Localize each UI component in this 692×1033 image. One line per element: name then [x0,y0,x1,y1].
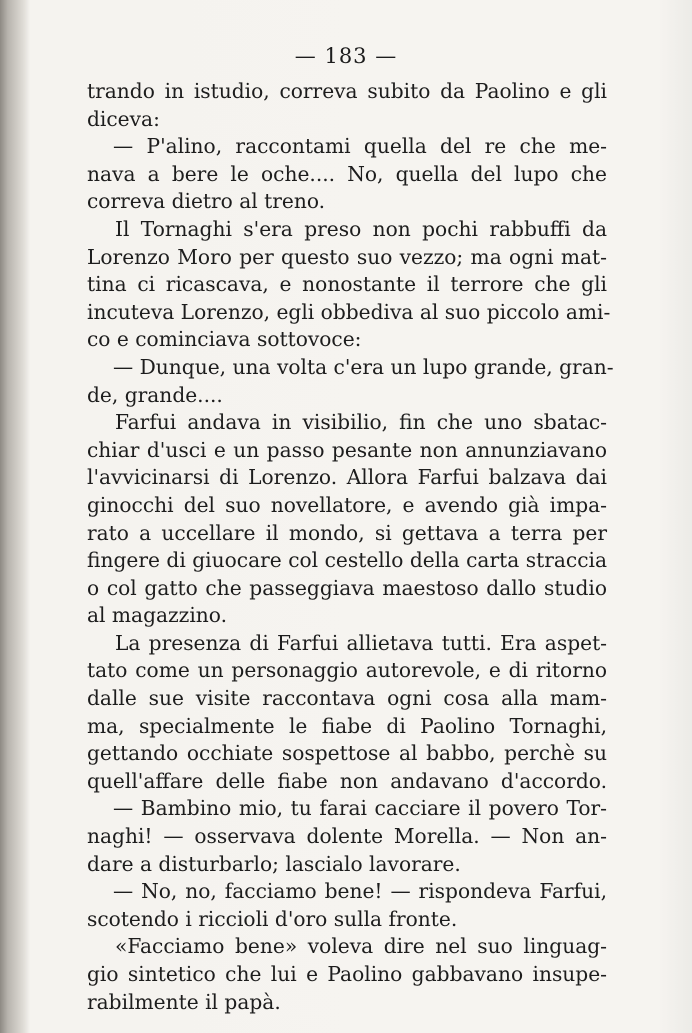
text-line: rato a uccellare il mondo, si gettava a terra per [87,520,607,545]
book-spine-shadow [0,0,30,1033]
text-line: rabilmente il papà. [87,989,281,1014]
text-line: ginocchi del suo novellatore, e avendo già impa- [87,492,607,517]
text-line: trando in istudio, correva subito da Paolino e gli [87,79,607,103]
text-line: chiar d'usci e un passo pesante non annunziavano [87,437,607,462]
body-text [87,78,614,1016]
page-number: — 183 — [294,44,398,68]
text-line: gio sintetico che lui e Paolino gabbavano insupe- [87,962,607,986]
text-line: incuteva Lorenzo, egli obbediva al suo piccolo ami- [87,299,611,324]
text-line: La presenza di Farfui allietava tutti. Era aspet- [115,630,607,655]
text-line: Farfui andava in visibilio, fin che uno sbatac- [115,410,607,435]
text-line: co e cominciava sottovoce: [87,327,362,352]
text-line: quell'affare delle fiabe non andavano d'accordo. [87,768,607,793]
text-line: dare a disturbarlo; lascialo lavorare. [87,851,461,876]
text-line: Lorenzo Moro per questo suo vezzo; ma ogni mat- [87,244,607,269]
text-line: de, grande.... [87,382,223,407]
text-line: — Bambino mio, tu farai cacciare il povero Tor- [113,796,607,821]
text-line: correva dietro al treno. [87,189,326,214]
text-line: diceva: [87,106,160,131]
text-line: tina ci ricascava, e nonostante il terrore che gli [87,272,607,297]
text-line: scotendo i riccioli d'oro sulla fronte. [87,906,458,931]
text-line: dalle sue visite raccontava ogni cosa alla mam- [87,686,607,711]
text-line: l'avvicinarsi di Lorenzo. Allora Farfui balzava dai [87,465,607,490]
text-line: o col gatto che passeggiava maestoso dallo studio [87,575,607,600]
text-line: nava a bere le oche.... No, quella del lupo che [87,161,607,186]
text-line: ma, specialmente le fiabe di Paolino Tornaghi, [87,713,607,738]
text-line: naghi! — osservava dolente Morella. — Non an- [87,824,607,849]
text-line: al magazzino. [87,603,227,628]
text-line: tato come un personaggio autorevole, e di ritorno [87,658,607,683]
text-line: «Facciamo bene» voleva dire nel suo linguag- [115,934,607,959]
text-line: fingere di giuocare col cestello della carta straccia [87,548,607,573]
text-line: — P'alino, raccontami quella del re che me- [113,134,607,159]
text-line: gettando occhiate sospettose al babbo, perchè su [87,741,607,766]
text-line: — Dunque, una volta c'era un lupo grande, gran- [113,354,614,379]
text-line: Il Tornaghi s'era preso non pochi rabbuffi da [115,216,607,241]
text-line: — No, no, facciamo bene! — rispondeva Farfui, [113,879,607,904]
